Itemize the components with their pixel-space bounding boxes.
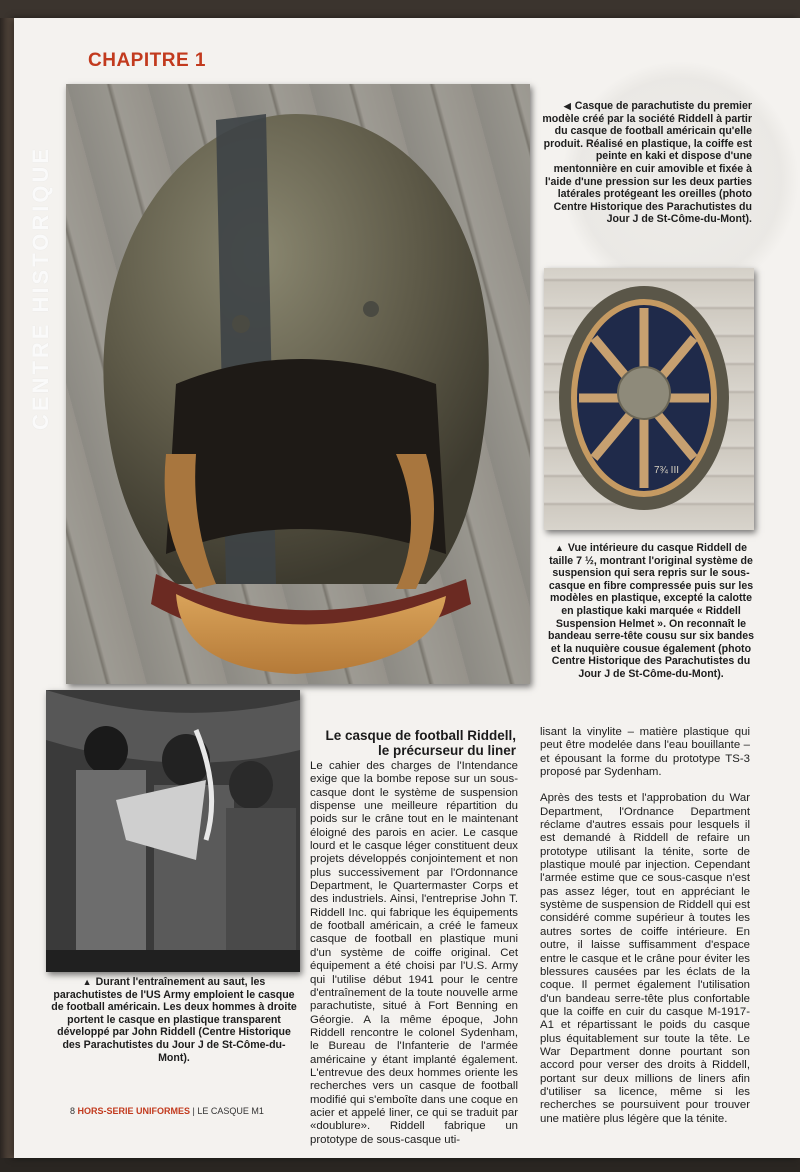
magazine-spine-top [0,0,800,18]
footer-brand: HORS-SERIE UNIFORMES [77,1106,191,1116]
helmet-size-marking: 7¾ III [654,465,680,476]
caption-helmet-interior [546,542,756,681]
triangle-up-icon: ▲ [554,543,564,553]
caption-helmet-interior-text: Vue intérieure du casque Riddell de taille 7 ½, montrant l'original système de suspension qui sera repris sur le sous-casque en fibre compressée puis sur les modèles en plastique, excepté la calotte en plastique kaki marquée « Riddell Suspension Helmet ». On reconnaît le bandeau serre-tête cousu sur six bandes et la nuquière cousue également (photo Centre Historique des Parachutistes du Jour J de St-Côme-du-Mont). [547,542,755,680]
article-column-2-paragraph-2: Après des tests et l'approbation du War Department, l'Ordnance Department réclame d'autres essais pour lesquels il est demandé à Riddell de refaire un prototype utilisant la ténite, sorte de plastique moulé par injection. Cependant l'armée estime que ce sous-casque n'est pas assez léger, tout en appréciant le système de suspension de Riddell qui est considéré comme supérieur à toutes les autres sortes de coiffe intérieure. En outre, il laisse suffisamment d'espace entre le casque et le crâne pour éviter les blessures causées par les éclats de la coque. Il permet également l'utilisation d'un bandeau serre-tête plus confortable que la coiffe en cuir du casque M-1917-A1 et répartissant le poids du casque plus équitablement sur toute la tête. Le War Department donne pourtant son accord pour verser des droits à Riddell, portant sur deux millions de liners afin d'utiliser sa licence, même si les recherches se poursuivent pour trouver une matière plus légère que la ténite. [540,792,750,1125]
article-title [308,728,516,758]
chapter-heading: CHAPITRE 1 [88,50,206,71]
article-column-2-paragraph-1: lisant la vinylite – matière plastique qui peut être modelée dans l'eau bouillante – et épousant la forme du prototype TS-3 proposé par Sydenham. [540,726,750,779]
magazine-spine-left [0,18,14,1158]
caption-paratroopers [48,976,300,1064]
helmet-front-photo [66,84,530,684]
page-number: 8 [70,1106,76,1116]
article-title-line-2: le précurseur du liner [377,743,516,758]
helmet-interior-illustration [544,268,754,530]
footer-separator: | [190,1106,198,1116]
triangle-up-icon: ▲ [82,977,92,987]
paratroopers-training-photo [46,690,300,972]
caption-helmet-front [534,100,752,226]
page-footer [70,1106,264,1116]
helmet-interior-photo [544,268,754,530]
vertical-watermark: CENTRE HISTORIQUE [28,145,53,430]
article-column-2 [540,726,750,1126]
article-title-line-1: Le casque de football Riddell, [325,728,516,743]
article-column-1 [310,760,518,1147]
caption-paratroopers-text: Durant l'entraînement au saut, les parachutistes de l'US Army emploient le casque de football américain. Les deux hommes à droite portent le casque en plastique transparent développé par John Riddell (Centre Historique des Parachutistes du Jour J de St-Côme-du-Mont). [51,976,297,1064]
paratroopers-illustration [46,690,300,972]
helmet-front-illustration [66,84,530,684]
article-column-1-text: Le cahier des charges de l'Intendance exige que la bombe repose sur un sous-casque dont le système de suspension dispense une meilleure répartition du poids sur le crâne tout en le maintenant éloigné des parois en acier. Le casque lourd et le casque léger constituent deux projets développés conjointement et non plus successivement par l'Ordonnance Department, le Quartermaster Corps et des industriels. Ainsi, l'entreprise John T. Riddell Inc. qui fabrique les équipements de football américain, a créé le fameux casque de football en plastique muni d'un système de coiffe original. Cet équipement a été choisi par l'U.S. Army qui l'utilise début 1941 pour le centre d'entraînement de la toute nouvelle arme parachutiste, situé à Fort Benning en Géorgie. A la même époque, John Riddell rencontre le colonel Sydenham, le Bureau de l'Infanterie de l'armée américaine y étant implanté également. L'entrevue des deux hommes oriente les recherches vers un casque de football modifié qui s'emboîte dans une coque en acier et appelé liner, ce qui se traduit par «doublure». Riddell fabrique un prototype de sous-casque uti- [310,760,518,1146]
magazine-spine-bottom [0,1158,800,1172]
footer-title: LE CASQUE M1 [197,1106,264,1116]
caption-helmet-front-text: Casque de parachutiste du premier modèle créé par la société Riddell à partir du casque de football américain qu'elle produit. Réalisé en plastique, la coiffe est peinte en kaki et dispose d'une mentonnière en cuir amovible et fixée à l'aide d'une pression sur les deux parties latérales protégeant les oreilles (photo Centre Historique des Parachutistes du Jour J de St-Côme-du-Mont). [542,100,752,226]
triangle-left-icon: ◀ [563,101,571,111]
